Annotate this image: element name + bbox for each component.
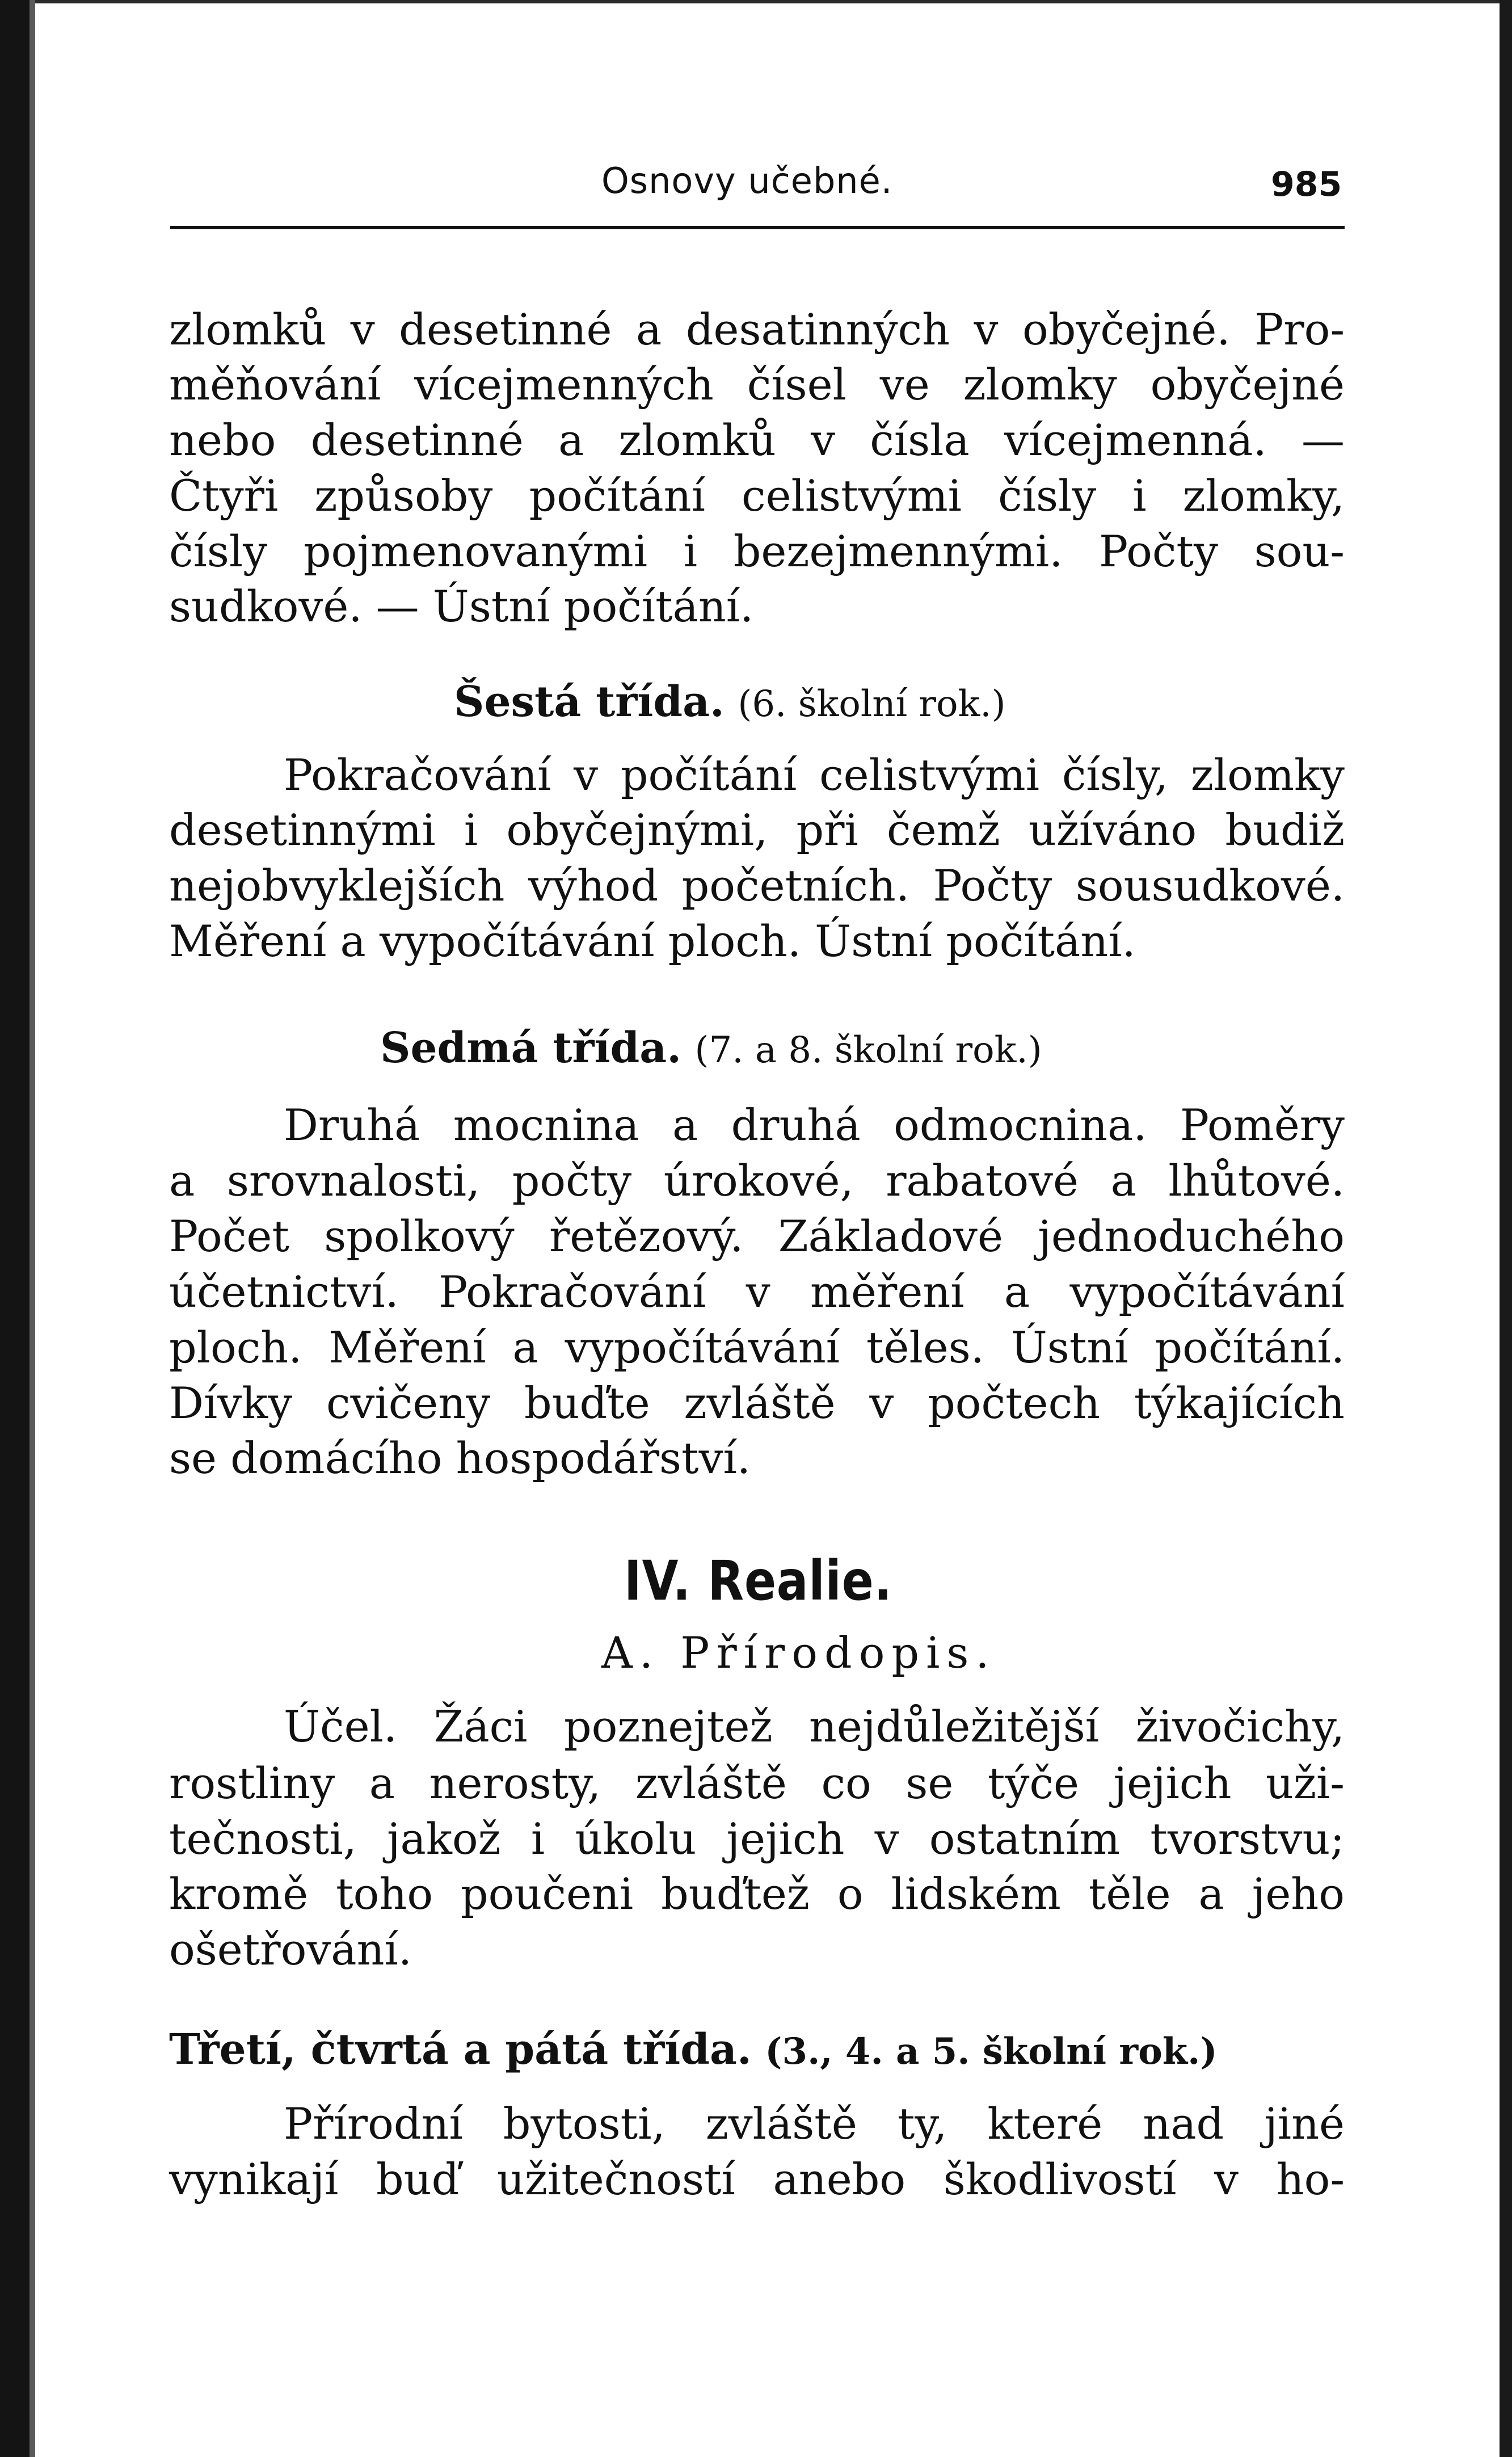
text-line: vynikají buď užitečností anebo škodlivostí v ho- bbox=[169, 2154, 1345, 2204]
text-line: kromě toho poučeni buďtež o lidském těle a jeho bbox=[169, 1869, 1345, 1919]
text-line: měňování vícejmenných čísel ve zlomky obyčejné bbox=[169, 359, 1345, 410]
section-heading-third-fifth-class bbox=[169, 2025, 1218, 2074]
text-line: zlomků v desetinné a desatinných v obyčejné. Pro- bbox=[169, 304, 1345, 355]
text-line: ploch. Měření a vypočítávání těles. Ústní počítání. bbox=[169, 1322, 1345, 1373]
section-heading-year-note: (6. školní rok.) bbox=[738, 683, 1006, 725]
section-heading-title: Třetí, čtvrtá a pátá třída. bbox=[169, 2025, 752, 2074]
part-heading: IV. Realie. bbox=[624, 1549, 892, 1613]
page-number: 985 bbox=[1271, 165, 1342, 204]
text-line: účetnictví. Pokračování v měření a vypočítávání bbox=[169, 1267, 1345, 1317]
section-heading-year-note: (7. a 8. školní rok.) bbox=[694, 1029, 1042, 1071]
text-line: čísly pojmenovanými i bezejmennými. Počty sou- bbox=[169, 526, 1345, 577]
text-line: se domácího hospodářství. bbox=[169, 1433, 751, 1483]
text-line: sudkové. — Ústní počítání. bbox=[169, 581, 754, 632]
text-line: Pokračování v počítání celistvými čísly, zlomky bbox=[284, 750, 1345, 800]
text-line: nebo desetinné a zlomků v čísla vícejmenná. — bbox=[169, 415, 1345, 465]
text-line: nejobvyklejších výhod početních. Počty sousudkové. bbox=[169, 860, 1345, 911]
section-heading-year-note: (3., 4. a 5. školní rok.) bbox=[765, 2030, 1218, 2073]
text-line: Dívky cvičeny buďte zvláště v počtech týkajících bbox=[169, 1378, 1345, 1428]
text-line: rostliny a nerosty, zvláště co se týče jejich uži- bbox=[169, 1758, 1345, 1808]
text-line: Počet spolkový řetězový. Základové jednoduchého bbox=[169, 1211, 1345, 1261]
scan-right-border bbox=[1500, 0, 1512, 2457]
scan-top-edge bbox=[0, 0, 1512, 3]
section-heading-title: Sedmá třída. bbox=[380, 1024, 682, 1072]
text-line: Přírodní bytosti, zvláště ty, které nad jiné bbox=[284, 2098, 1345, 2149]
text-line: ošetřování. bbox=[169, 1924, 412, 1975]
text-line: tečnosti, jakož i úkolu jejich v ostatním tvorstvu; bbox=[169, 1814, 1345, 1864]
header-rule bbox=[170, 226, 1345, 229]
section-heading-seventh-class bbox=[380, 1024, 1042, 1072]
text-line: Účel. Žáci poznejtež nejdůležitější živočichy, bbox=[284, 1701, 1345, 1752]
text-line: Druhá mocnina a druhá odmocnina. Poměry bbox=[284, 1100, 1345, 1150]
scan-left-border bbox=[0, 0, 30, 2457]
text-line: desetinnými i obyčejnými, při čemž užíváno budiž bbox=[169, 805, 1345, 855]
text-line: Měření a vypočítávání ploch. Ústní počítání. bbox=[169, 916, 1136, 966]
text-line: Čtyři způsoby počítání celistvými čísly i zlomky, bbox=[169, 470, 1345, 521]
section-heading-title: Šestá třída. bbox=[454, 678, 725, 726]
scan-left-border-fade bbox=[30, 0, 35, 2457]
subsection-heading: A. Přírodopis. bbox=[601, 1627, 996, 1678]
section-heading-sixth-class bbox=[454, 678, 1006, 726]
running-header-title: Osnovy učebné. bbox=[601, 160, 893, 201]
text-line: a srovnalosti, počty úrokové, rabatové a lhůtové. bbox=[169, 1155, 1345, 1206]
